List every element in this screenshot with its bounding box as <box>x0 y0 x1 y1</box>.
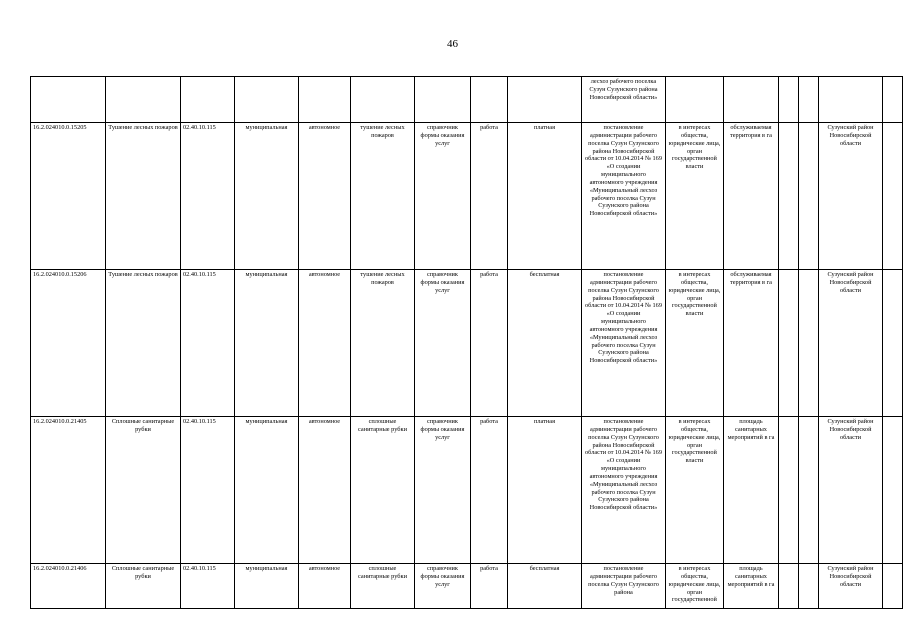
cell-code: 16.2.024010.0.21405 <box>31 417 106 564</box>
cell-payment: платная <box>508 417 582 564</box>
cell-empty <box>799 270 819 417</box>
cell-form: справочник формы оказания услуг <box>415 123 471 270</box>
cell-payment: платная <box>508 123 582 270</box>
cell-region: Сузунский район Новосибирской области <box>819 417 883 564</box>
cell-owner: муниципальная <box>235 123 299 270</box>
cell-consumers: в интересах общества, юридические лица, орган государственной власти <box>666 417 724 564</box>
cell-empty <box>883 564 903 609</box>
cell-okved: 02.40.10.115 <box>181 564 235 609</box>
cell-inst-type: автономное <box>299 270 351 417</box>
cell-form <box>415 77 471 123</box>
table-row <box>31 270 903 417</box>
cell-empty <box>799 417 819 564</box>
cell-empty <box>799 123 819 270</box>
cell-consumers: в интересах общества, юридические лица, орган государственной власти <box>666 270 724 417</box>
cell-name: Тушение лесных пожаров <box>106 270 181 417</box>
cell-indicator: площадь санитарных мероприятий в га <box>724 564 779 609</box>
cell-legal-basis: постановление администрации рабочего поселка Сузун Сузунского района Новосибирской области от 10.04.2014 № 169 «О создании муниципального автономного учреждения «Муниципальный лесхоз рабочего поселка Сузун Сузунского района Новосибирской области» <box>582 123 666 270</box>
cell-indicator: обслуживаемая территория в га <box>724 270 779 417</box>
cell-inst-type: автономное <box>299 123 351 270</box>
cell-empty <box>883 123 903 270</box>
cell-empty <box>779 123 799 270</box>
cell-empty <box>883 270 903 417</box>
cell-okved: 02.40.10.115 <box>181 270 235 417</box>
cell-owner: муниципальная <box>235 564 299 609</box>
cell-kind: работа <box>471 270 508 417</box>
cell-legal-basis: постановление администрации рабочего поселка Сузун Сузунского района Новосибирской области от 10.04.2014 № 169 «О создании муниципального автономного учреждения «Муниципальный лесхоз рабочего поселка Сузун Сузунского района Новосибирской области» <box>582 270 666 417</box>
cell-inst-type <box>299 77 351 123</box>
cell-region: Сузунский район Новосибирской области <box>819 564 883 609</box>
cell-empty <box>799 77 819 123</box>
page-number: 46 <box>447 38 458 50</box>
cell-content <box>351 77 415 123</box>
cell-okved: 02.40.10.115 <box>181 123 235 270</box>
cell-empty <box>883 77 903 123</box>
cell-code: 16.2.024010.0.15205 <box>31 123 106 270</box>
cell-legal-basis: постановление администрации рабочего поселка Сузун Сузунского района <box>582 564 666 609</box>
table-row <box>31 417 903 564</box>
cell-empty <box>779 270 799 417</box>
cell-form: справочник формы оказания услуг <box>415 417 471 564</box>
cell-inst-type: автономное <box>299 417 351 564</box>
cell-region <box>819 77 883 123</box>
cell-content: тушение лесных пожаров <box>351 270 415 417</box>
cell-name: Сплошные санитарные рубки <box>106 417 181 564</box>
cell-owner: муниципальная <box>235 270 299 417</box>
cell-content: тушение лесных пожаров <box>351 123 415 270</box>
cell-content: сплошные санитарные рубки <box>351 564 415 609</box>
cell-empty <box>883 417 903 564</box>
cell-code: 16.2.024010.0.15206 <box>31 270 106 417</box>
cell-content: сплошные санитарные рубки <box>351 417 415 564</box>
cell-inst-type: автономное <box>299 564 351 609</box>
cell-empty <box>779 77 799 123</box>
cell-okved: 02.40.10.115 <box>181 417 235 564</box>
cell-indicator: площадь санитарных мероприятий в га <box>724 417 779 564</box>
cell-legal-basis: лесхоз рабочего поселка Сузун Сузунского района Новосибирской области» <box>582 77 666 123</box>
cell-okved <box>181 77 235 123</box>
cell-form: справочник формы оказания услуг <box>415 270 471 417</box>
cell-consumers: в интересах общества, юридические лица, орган государственной <box>666 564 724 609</box>
cell-empty <box>779 564 799 609</box>
cell-kind: работа <box>471 123 508 270</box>
cell-code <box>31 77 106 123</box>
cell-legal-basis: постановление администрации рабочего поселка Сузун Сузунского района Новосибирской области от 10.04.2014 № 169 «О создании муниципального автономного учреждения «Муниципальный лесхоз рабочего поселка Сузун Сузунского района Новосибирской области» <box>582 417 666 564</box>
cell-owner: муниципальная <box>235 417 299 564</box>
cell-kind: работа <box>471 417 508 564</box>
cell-payment: бесплатная <box>508 270 582 417</box>
cell-name: Сплошные санитарные рубки <box>106 564 181 609</box>
cell-consumers <box>666 77 724 123</box>
table-row <box>31 564 903 609</box>
cell-payment <box>508 77 582 123</box>
cell-region: Сузунский район Новосибирской области <box>819 123 883 270</box>
table-row-continuation <box>31 77 903 123</box>
cell-owner <box>235 77 299 123</box>
services-registry-table <box>30 76 903 609</box>
cell-empty <box>779 417 799 564</box>
cell-empty <box>799 564 819 609</box>
cell-indicator: обслуживаемая территория в га <box>724 123 779 270</box>
cell-code: 16.2.024010.0.21406 <box>31 564 106 609</box>
cell-kind: работа <box>471 564 508 609</box>
cell-consumers: в интересах общества, юридические лица, орган государственной власти <box>666 123 724 270</box>
cell-payment: бесплатная <box>508 564 582 609</box>
cell-region: Сузунский район Новосибирской области <box>819 270 883 417</box>
cell-name <box>106 77 181 123</box>
cell-name: Тушение лесных пожаров <box>106 123 181 270</box>
cell-form: справочник формы оказания услуг <box>415 564 471 609</box>
table-row <box>31 123 903 270</box>
cell-indicator <box>724 77 779 123</box>
cell-kind <box>471 77 508 123</box>
